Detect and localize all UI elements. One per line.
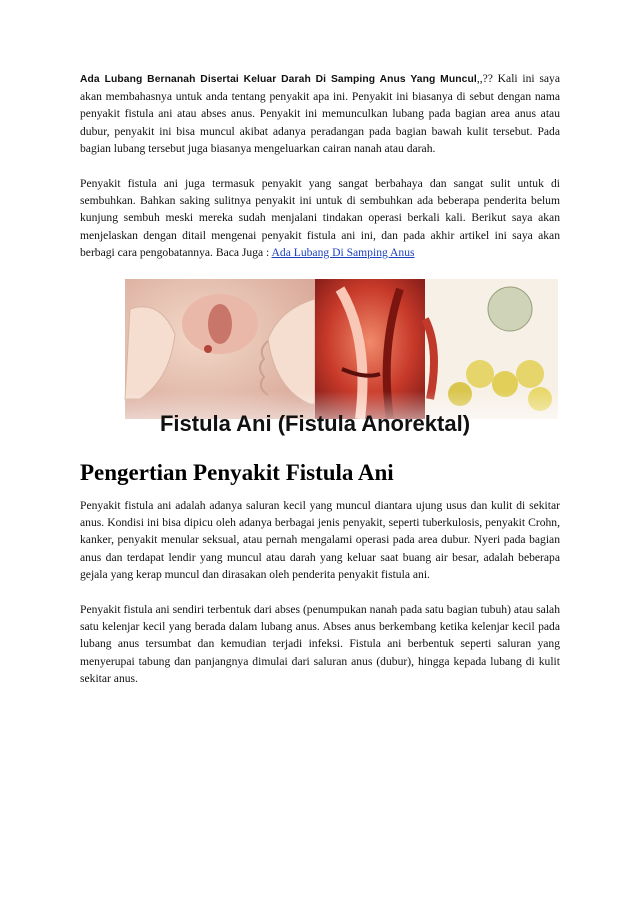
section-paragraph-1: Penyakit fistula ani adalah adanya saluran kecil yang muncul diantara ujung usus dan kulit di sekitar anus. Kondisi ini bisa dipicu oleh adanya berbagai jenis penyakit, seperti tuberkulosis, penyakit Crohn, kanker, penyakit menular seksual, atau pernah mengalami operasi pada area dubur. Nyeri pada bagian anus dan terdapat lendir yang muncul atau darah yang keluar saat buang air besar, adalah beberapa gejala yang kerap muncul dan dirasakan oleh penderita penyakit fistula ani.: [80, 499, 560, 581]
intro-rest: ,,?? Kali ini saya akan membahasnya untuk anda tentang penyakit apa ini. Penyakit ini biasanya di sebut dengan nama penyakit fistula ani atau abses anus. Penyakit ini memunculkan lubang pada bagian area anus atau dubur, penyakit ini bisa muncul akibat adanya peradangan pada bagian bawah kulit tersebut. Pada bagian lubang tersebut juga biasanya mengeluarkan cairan nanah atau darah.: [80, 72, 560, 155]
document-page: [80, 70, 560, 705]
fistula-illustration-graphic: [80, 279, 558, 445]
section-paragraph-2: Penyakit fistula ani sendiri terbentuk dari abses (penumpukan nanah pada satu bagian tubuh) atau salah satu kelenjar kecil yang berada dalam lubang anus. Abses anus berkembang ketika kelenjar kecil pada lubang anus tersumbat dan kemudian terjadi infeksi. Fistula ani berbentuk seperti saluran yang menyerupai tabung dan panjangnya dimulai dari saluran anus (dubur), hingga kepada lubang di kulit sekitar anus.: [80, 603, 560, 685]
baca-juga-link[interactable]: Ada Lubang Di Samping Anus: [271, 245, 415, 259]
figure-caption: Fistula Ani (Fistula Anorektal): [159, 411, 471, 437]
intro-bold-lead: Ada Lubang Bernanah Disertai Keluar Darah Di Samping Anus Yang Muncul: [80, 74, 477, 85]
intro-paragraph: [80, 70, 560, 157]
fistula-illustration: [80, 279, 558, 445]
paragraph-2: [80, 175, 560, 261]
paragraph-2-text: Penyakit fistula ani juga termasuk penyakit yang sangat berbahaya dan sangat sulit untuk di sembuhkan. Bahkan saking sulitnya penyakit ini untuk di sembuhkan ada beberapa penderita belum kunjung sembuh meski mereka sudah menjalani tindakan operasi berkali kali. Berikut saya akan menjelaskan dengan ditail mengenai penyakit fistula ani ini, dan pada akhir artikel ini saya akan berbagi cara pengobatannya. Baca Juga :: [80, 177, 560, 259]
section-title: Pengertian Penyakit Fistula Ani: [80, 460, 394, 486]
